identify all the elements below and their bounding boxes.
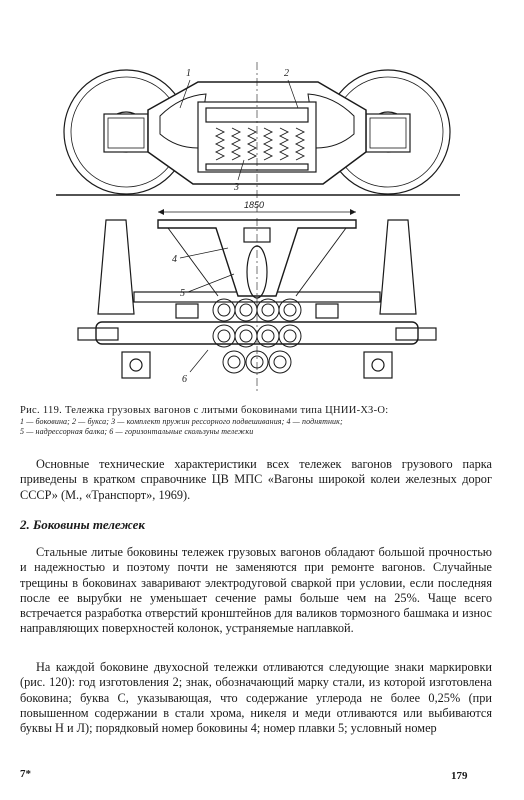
signature-mark: 7* (20, 768, 31, 780)
callout-label: 4 (172, 254, 177, 265)
paragraph: Основные технические характеристики всех тележек вагонов грузового парка приведены в кратком справочнике ЦВ МПС «Вагоны широкой колеи железных дорог СССР» (М., «Транспорт», 1969). (20, 457, 492, 502)
paragraph: На каждой боковине двухосной тележки отливаются следующие знаки маркировки (рис. 120): год изготовления 2; знак, обозначающий марку стали, из которой изготовлена боковина; буква С, указывающая, что содержание углерода не более 0,25% (при повышенном содержании в стали хрома, никеля и меди отливаются или выбиваются буквы Н и Л); порядковый номер боковины 4; номер плавки 5; условный номер (20, 660, 492, 736)
dimension-label: 1850 (244, 200, 265, 210)
callout-label: 1 (186, 68, 191, 79)
caption-legend-line: 1 — боковина; 2 — букса; 3 — комплект пружин рессорного подвешивания; 4 — поднятник; (20, 417, 343, 426)
caption-legend-line: 5 — надрессорная балка; 6 — горизонтальные скользуны тележки (20, 427, 254, 436)
callout-label: 5 (180, 288, 185, 299)
paragraph: Стальные литые боковины тележек грузовых вагонов обладают большой прочностью и надежностью и поэтому почти не заменяются при ремонте вагонов. Случайные трещины в боковинах заваривают электродуговой сваркой при условии, если последняя после ее вырубки не уменьшает сечение рамы больше чем на 25%. Чаще всего встречается разработка отверстий кронштейнов для валиков тормозного башмака и износ направляющих поверхностей колонок, устраняемые наплавкой. (20, 545, 492, 636)
side-elevation-drawing (56, 62, 460, 212)
figure-caption (20, 404, 500, 437)
bogie-figure (48, 52, 468, 402)
section-heading: 2. Боковины тележек (20, 517, 145, 532)
callout-label: 6 (182, 374, 187, 385)
callout-label: 2 (284, 68, 289, 79)
end-elevation-drawing (78, 218, 436, 392)
caption-title: Рис. 119. Тележка грузовых вагонов с литыми боковинами типа ЦНИИ-ХЗ-О: (20, 405, 389, 416)
page-number: 179 (451, 770, 468, 782)
callout-label: 3 (234, 182, 239, 193)
